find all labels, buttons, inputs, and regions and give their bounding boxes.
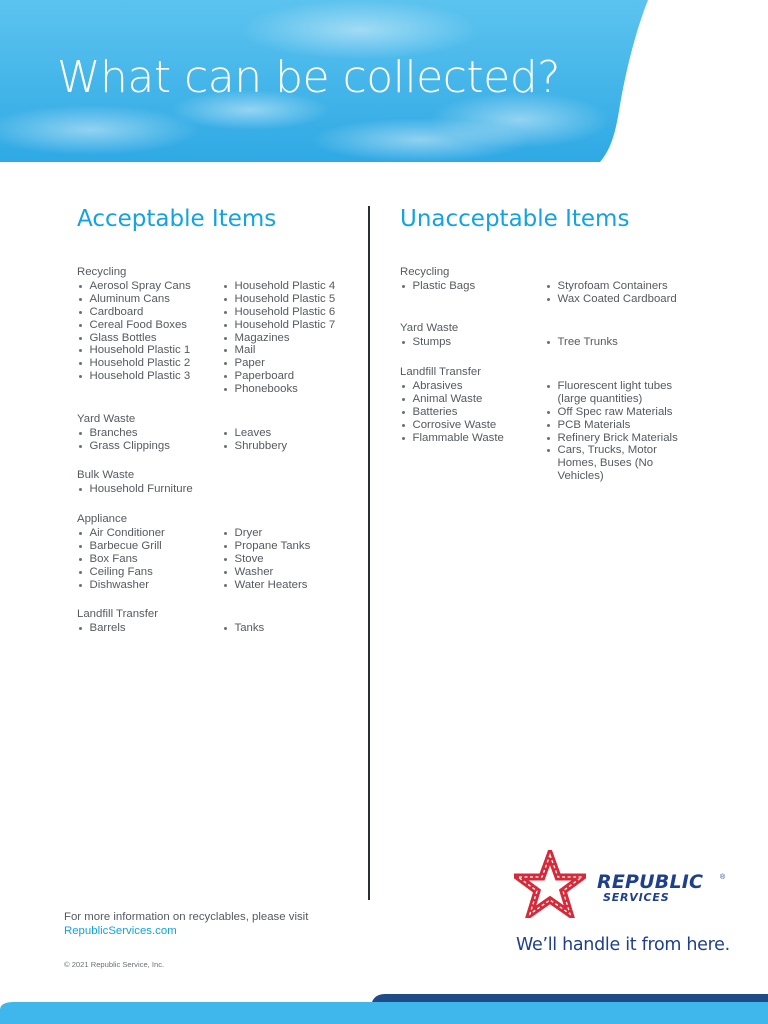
list-item: Tanks — [222, 622, 264, 635]
item-list — [222, 527, 310, 592]
list-item: Water Heaters — [222, 579, 310, 592]
list-item: Plastic Bags — [400, 280, 545, 293]
acceptable-landfill-section — [77, 608, 264, 635]
section-title: Yard Waste — [400, 322, 459, 334]
list-item: Washer — [222, 566, 310, 579]
acceptable-bulk-section — [77, 469, 222, 496]
list-item: Household Plastic 7 — [222, 319, 335, 332]
list-item: Paperboard — [222, 370, 335, 383]
unacceptable-yard-section — [400, 322, 618, 349]
list-item: Dishwasher — [77, 579, 222, 592]
republic-services-logo — [514, 850, 734, 920]
list-item: Household Plastic 6 — [222, 306, 335, 319]
list-item: Cereal Food Boxes — [77, 319, 222, 332]
list-item: Glass Bottles — [77, 332, 222, 345]
list-item: Corrosive Waste — [400, 419, 545, 432]
list-item: Mail — [222, 344, 335, 357]
item-list — [77, 483, 222, 496]
unacceptable-heading: Unacceptable Items — [400, 206, 630, 232]
list-item: Abrasives — [400, 380, 545, 393]
list-item: Fluorescent light tubes (large quantities) — [545, 380, 690, 406]
section-title: Landfill Transfer — [400, 366, 482, 378]
section-title: Recycling — [77, 266, 127, 278]
acceptable-recycling-section — [77, 266, 335, 396]
list-item: Stumps — [400, 336, 545, 349]
list-item: Stove — [222, 553, 310, 566]
footer-info — [64, 911, 308, 938]
section-title: Recycling — [400, 266, 450, 278]
list-item: Shrubbery — [222, 440, 287, 453]
list-item: Wax Coated Cardboard — [545, 293, 677, 306]
list-item: Household Plastic 5 — [222, 293, 335, 306]
item-list — [77, 622, 222, 635]
unacceptable-landfill-section — [400, 366, 690, 483]
list-item: Off Spec raw Materials — [545, 406, 690, 419]
list-item: Refinery Brick Materials — [545, 432, 690, 445]
registered-mark: ® — [720, 874, 726, 881]
acceptable-heading: Acceptable Items — [77, 206, 277, 232]
list-item: Cardboard — [77, 306, 222, 319]
bottom-decor-bar — [0, 992, 768, 1024]
list-item: Tree Trunks — [545, 336, 618, 349]
brand-name-line2: SERVICES — [603, 891, 670, 904]
list-item: Dryer — [222, 527, 310, 540]
item-list — [77, 280, 222, 396]
brand-name-line1: REPUBLIC — [597, 871, 704, 893]
item-list — [77, 427, 222, 453]
list-item: Phonebooks — [222, 383, 335, 396]
list-item: Styrofoam Containers — [545, 280, 677, 293]
list-item: Propane Tanks — [222, 540, 310, 553]
brand-wordmark — [597, 872, 703, 903]
item-list — [222, 622, 264, 635]
item-list — [400, 380, 545, 483]
page-title: What can be collected? — [57, 52, 561, 103]
item-list — [400, 336, 545, 349]
list-item: Aerosol Spray Cans — [77, 280, 222, 293]
unacceptable-recycling-section — [400, 266, 677, 306]
list-item: Ceiling Fans — [77, 566, 222, 579]
item-list — [545, 380, 690, 483]
list-item: Magazines — [222, 332, 335, 345]
footer-info-text: For more information on recyclables, please visit — [64, 911, 309, 923]
section-title: Bulk Waste — [77, 469, 135, 481]
list-item: Cars, Trucks, Motor Homes, Buses (No Vehicles) — [545, 444, 690, 483]
list-item: Air Conditioner — [77, 527, 222, 540]
list-item: Household Plastic 4 — [222, 280, 335, 293]
section-title: Appliance — [77, 513, 128, 525]
item-list — [545, 336, 618, 349]
acceptable-yard-section — [77, 413, 287, 453]
list-item: Grass Clippings — [77, 440, 222, 453]
list-item: PCB Materials — [545, 419, 690, 432]
list-item: Flammable Waste — [400, 432, 545, 445]
list-item: Household Plastic 2 — [77, 357, 222, 370]
list-item: Animal Waste — [400, 393, 545, 406]
list-item: Paper — [222, 357, 335, 370]
list-item: Household Furniture — [77, 483, 222, 496]
acceptable-appliance-section — [77, 513, 310, 591]
list-item: Barrels — [77, 622, 222, 635]
republic-star-icon — [514, 850, 586, 918]
list-item: Barbecue Grill — [77, 540, 222, 553]
list-item: Household Plastic 1 — [77, 344, 222, 357]
list-item: Box Fans — [77, 553, 222, 566]
item-list — [77, 527, 222, 592]
section-title: Yard Waste — [77, 413, 136, 425]
item-list — [400, 280, 545, 306]
list-item: Household Plastic 3 — [77, 370, 222, 383]
list-item: Aluminum Cans — [77, 293, 222, 306]
website-link[interactable]: RepublicServices.com — [64, 924, 177, 937]
list-item: Branches — [77, 427, 222, 440]
section-title: Landfill Transfer — [77, 608, 159, 620]
list-item: Batteries — [400, 406, 545, 419]
item-list — [545, 280, 677, 306]
item-list — [222, 280, 335, 396]
item-list — [222, 427, 287, 453]
column-divider — [368, 206, 370, 900]
copyright: © 2021 Republic Service, Inc. — [64, 960, 165, 969]
list-item: Leaves — [222, 427, 287, 440]
brand-tagline: We’ll handle it from here. — [516, 935, 730, 955]
